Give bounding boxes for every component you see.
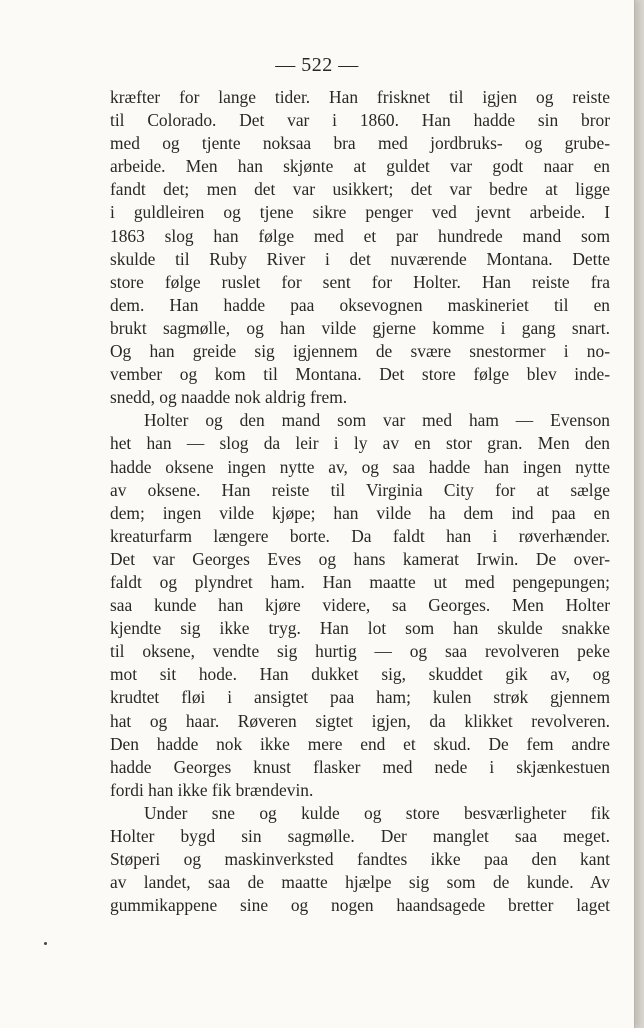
text-line: kræfter for lange tider. Han frisknet til igjen og reiste: [110, 87, 610, 107]
page-number: — 522 —: [275, 54, 359, 76]
text-line: til Colorado. Det var i 1860. Han hadde sin bror: [110, 110, 610, 131]
text-line: i guldleiren og tjene sikre penger ved jevnt arbeide. I: [110, 202, 610, 223]
paper-speck: [44, 942, 47, 945]
text-line: store følge ruslet for sent for Holter. Han reiste fra: [110, 271, 610, 292]
text-line: 1863 slog han følge med et par hundrede mand som: [110, 225, 610, 246]
text-line: vember og kom til Montana. Det store følge blev inde-: [110, 364, 610, 385]
text-line: av oksene. Han reiste til Virginia City for at sælge: [110, 479, 610, 500]
text-line: skulde til Ruby River i det nuværende Montana. Dette: [110, 248, 610, 269]
text-line: av landet, saa de maatte hjælpe sig som de kunde. Av: [110, 872, 610, 893]
paragraph-first-line: Under sne og kulde og store besværligheter fik: [144, 802, 610, 823]
text-line: Og han greide sig igjennem de svære snestormer i no-: [110, 341, 610, 362]
text-line: hadde Georges knust flasker med nede i skjænkestuen: [110, 756, 610, 777]
text-line: arbeide. Men han skjønte at guldet var godt naar en: [110, 156, 610, 177]
text-line: Den hadde nok ikke mere end et skud. De fem andre: [110, 733, 610, 754]
text-line: krudtet fløi i ansigtet paa ham; kulen strøk gjennem: [110, 687, 610, 708]
text-line: mot sit hode. Han dukket sig, skuddet gik av, og: [110, 664, 610, 685]
text-line: het han — slog da leir i ly av en stor gran. Men den: [110, 433, 610, 454]
text-line: fandt det; men det var usikkert; det var bedre at ligge: [110, 179, 610, 200]
body-text: [110, 86, 610, 917]
text-line: kreaturfarm længere borte. Da faldt han i røverhænder.: [110, 525, 610, 546]
text-line: Holter bygd sin sagmølle. Der manglet saa meget.: [110, 826, 610, 846]
text-line: dem; ingen vilde kjøpe; han vilde ha dem ind paa en: [110, 502, 610, 523]
text-line: Det var Georges Eves og hans kamerat Irwin. De over-: [110, 548, 610, 569]
text-line: brukt sagmølle, og han vilde gjerne komme i gang snart.: [110, 317, 610, 338]
text-line: hadde oksene ingen nytte av, og saa hadde han ingen nytte: [110, 456, 610, 477]
paragraph-first-line: Holter og den mand som var med ham — Evenson: [144, 410, 610, 431]
text-line: hat og haar. Røveren sigtet igjen, da klikket revolveren.: [110, 710, 610, 731]
text-line: kjendte sig ikke tryg. Han lot som han skulde snakke: [110, 618, 610, 639]
text-line: til oksene, vendte sig hurtig — og saa revolveren peke: [110, 641, 610, 662]
text-line: fordi han ikke fik brændevin.: [110, 779, 314, 800]
text-line: snedd, og naadde nok aldrig frem.: [110, 387, 348, 408]
text-line: med og tjente noksaa bra med jordbruks- og grube-: [110, 133, 610, 154]
text-line: gummikappene sine og nogen haandsagede bretter laget: [110, 895, 610, 916]
text-line: Støperi og maskinverksted fandtes ikke paa den kant: [110, 849, 610, 870]
text-line: dem. Han hadde paa oksevognen maskineriet til en: [110, 294, 610, 315]
text-line: saa kunde han kjøre videre, sa Georges. Men Holter: [110, 595, 610, 616]
text-line: faldt og plyndret ham. Han maatte ut med pengepungen;: [110, 571, 610, 592]
